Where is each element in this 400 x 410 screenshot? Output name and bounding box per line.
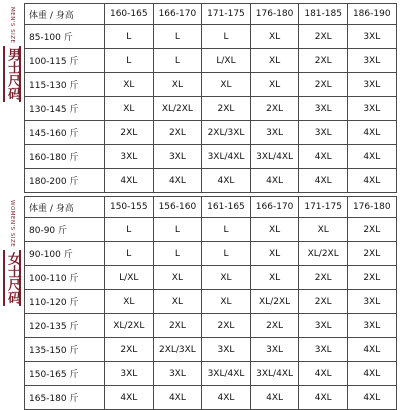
women-weight-cell: 100-110 斤 <box>25 266 105 290</box>
women-weight-cell: 110-120 斤 <box>25 290 105 314</box>
women-size-cell: 3XL/4XL <box>250 362 299 386</box>
women-height-cell: 166-170 <box>250 197 299 218</box>
women-size-cell: 4XL <box>299 386 348 410</box>
men-size-cell: XL <box>105 73 154 97</box>
men-size-row <box>25 49 397 73</box>
men-size-cell: XL <box>153 73 202 97</box>
women-size-cell: 3XL <box>299 338 348 362</box>
men-weight-cell: 85-100 斤 <box>25 25 105 49</box>
women-size-cell: 2XL <box>202 314 251 338</box>
men-size-cell: 3XL <box>347 97 396 121</box>
women-corner-cell: 体重 / 身高 <box>25 197 105 218</box>
women-size-row <box>25 290 397 314</box>
women-weight-cell: 120-135 斤 <box>25 314 105 338</box>
women-size-cell: 4XL <box>105 386 154 410</box>
women-size-cell: 4XL <box>347 362 396 386</box>
women-size-row <box>25 338 397 362</box>
men-weight-cell: 130-145 斤 <box>25 97 105 121</box>
women-size-cell: 4XL <box>250 386 299 410</box>
women-size-cell: XL/2XL <box>299 242 348 266</box>
men-height-cell: 166-170 <box>153 4 202 25</box>
men-size-cell: L <box>202 25 251 49</box>
men-size-cell: 2XL <box>299 49 348 73</box>
men-side-label <box>2 7 22 102</box>
women-size-cell: XL <box>250 242 299 266</box>
men-height-cell: 181-185 <box>299 4 348 25</box>
women-size-cell: 2XL/3XL <box>153 338 202 362</box>
women-size-cell: 2XL <box>299 266 348 290</box>
men-size-cell: 2XL/3XL <box>202 121 251 145</box>
women-size-cell: L <box>202 218 251 242</box>
men-size-cell: XL <box>250 49 299 73</box>
women-size-cell: L <box>153 218 202 242</box>
men-size-row <box>25 145 397 169</box>
women-weight-cell: 150-165 斤 <box>25 362 105 386</box>
women-size-cell: 3XL/4XL <box>202 362 251 386</box>
women-height-cell: 176-180 <box>347 197 396 218</box>
women-size-cell: XL <box>153 266 202 290</box>
men-size-cell: XL <box>202 73 251 97</box>
women-weight-cell: 80-90 斤 <box>25 218 105 242</box>
men-size-cell: 2XL <box>202 97 251 121</box>
women-size-cell: 2XL <box>347 218 396 242</box>
men-size-cell: L/XL <box>202 49 251 73</box>
men-size-cell: XL <box>105 97 154 121</box>
women-height-cell: 171-175 <box>299 197 348 218</box>
women-size-cell: XL <box>202 266 251 290</box>
women-size-cell: XL/2XL <box>105 314 154 338</box>
women-size-cell: 2XL <box>299 290 348 314</box>
men-weight-cell: 160-180 斤 <box>25 145 105 169</box>
men-size-row <box>25 121 397 145</box>
men-size-cell: 3XL <box>347 25 396 49</box>
men-size-cell: 4XL <box>347 121 396 145</box>
men-size-cell: L <box>153 25 202 49</box>
men-size-cell: L <box>105 49 154 73</box>
women-size-cell: 2XL <box>250 314 299 338</box>
men-size-row <box>25 25 397 49</box>
women-size-cell: 2XL <box>347 242 396 266</box>
men-size-cell: 2XL <box>105 121 154 145</box>
women-size-cell: 3XL <box>347 290 396 314</box>
men-size-row <box>25 73 397 97</box>
women-size-cell: XL <box>105 290 154 314</box>
men-label-en: MEN'S SIZE <box>9 7 15 44</box>
women-size-cell: L <box>105 218 154 242</box>
women-height-cell: 161-165 <box>202 197 251 218</box>
women-size-cell: 4XL <box>299 362 348 386</box>
men-size-cell: XL <box>250 25 299 49</box>
men-size-cell: 4XL <box>347 145 396 169</box>
men-size-cell: 3XL <box>105 145 154 169</box>
men-size-cell: 3XL <box>347 73 396 97</box>
men-size-cell: 2XL <box>299 73 348 97</box>
men-size-cell: 4XL <box>299 169 348 193</box>
women-size-table <box>24 196 397 410</box>
women-size-cell: 2XL <box>347 266 396 290</box>
men-header-row <box>25 4 397 25</box>
women-header-row <box>25 197 397 218</box>
men-size-cell: 4XL <box>153 169 202 193</box>
men-size-cell: 4XL <box>250 169 299 193</box>
men-size-row <box>25 97 397 121</box>
men-weight-cell: 145-160 斤 <box>25 121 105 145</box>
men-size-cell: 3XL <box>347 49 396 73</box>
men-size-cell: 3XL/4XL <box>250 145 299 169</box>
women-size-cell: 3XL <box>105 362 154 386</box>
women-size-row <box>25 266 397 290</box>
women-weight-cell: 165-180 斤 <box>25 386 105 410</box>
women-size-cell: 3XL <box>153 362 202 386</box>
women-size-cell: 3XL <box>347 314 396 338</box>
women-size-cell: L <box>202 242 251 266</box>
women-size-cell: XL/2XL <box>250 290 299 314</box>
men-height-cell: 171-175 <box>202 4 251 25</box>
men-height-cell: 186-190 <box>347 4 396 25</box>
women-side-label <box>2 200 22 306</box>
women-size-cell: XL <box>153 290 202 314</box>
women-label-en: WOMEN'S SIZE <box>9 200 15 248</box>
women-size-cell: L <box>153 242 202 266</box>
women-size-cell: XL <box>299 218 348 242</box>
men-size-cell: 2XL <box>153 121 202 145</box>
women-size-cell: 3XL <box>299 314 348 338</box>
women-size-cell: 3XL <box>202 338 251 362</box>
men-weight-cell: 115-130 斤 <box>25 73 105 97</box>
men-size-row <box>25 169 397 193</box>
men-size-cell: 2XL <box>250 97 299 121</box>
men-size-cell: 3XL <box>299 97 348 121</box>
women-size-row <box>25 314 397 338</box>
women-size-cell: 4XL <box>153 386 202 410</box>
women-size-cell: 4XL <box>202 386 251 410</box>
women-size-row <box>25 218 397 242</box>
women-height-cell: 150-155 <box>105 197 154 218</box>
women-label-cn: 女士尺码 <box>5 252 20 305</box>
men-size-cell: L <box>153 49 202 73</box>
men-size-cell: 4XL <box>202 169 251 193</box>
men-size-cell: XL <box>250 73 299 97</box>
women-size-row <box>25 362 397 386</box>
men-weight-cell: 180-200 斤 <box>25 169 105 193</box>
women-size-cell: 2XL <box>153 314 202 338</box>
men-size-cell: XL/2XL <box>153 97 202 121</box>
men-size-cell: 3XL <box>299 121 348 145</box>
men-size-cell: L <box>105 25 154 49</box>
women-size-cell: 3XL <box>250 338 299 362</box>
men-height-cell: 176-180 <box>250 4 299 25</box>
women-size-row <box>25 386 397 410</box>
men-weight-cell: 100-115 斤 <box>25 49 105 73</box>
men-corner-cell: 体重 / 身高 <box>25 4 105 25</box>
men-size-cell: 4XL <box>299 145 348 169</box>
men-size-cell: 4XL <box>347 169 396 193</box>
women-size-row <box>25 242 397 266</box>
women-weight-cell: 135-150 斤 <box>25 338 105 362</box>
women-size-cell: XL <box>202 290 251 314</box>
women-size-cell: 2XL <box>105 338 154 362</box>
men-size-cell: 3XL <box>250 121 299 145</box>
women-size-cell: L <box>105 242 154 266</box>
women-height-cell: 156-160 <box>153 197 202 218</box>
women-size-cell: XL <box>250 218 299 242</box>
men-height-cell: 160-165 <box>105 4 154 25</box>
men-size-cell: 2XL <box>299 25 348 49</box>
men-size-cell: 3XL/4XL <box>202 145 251 169</box>
men-size-cell: 4XL <box>105 169 154 193</box>
men-size-table <box>24 3 397 193</box>
women-size-cell: XL <box>250 266 299 290</box>
women-weight-cell: 90-100 斤 <box>25 242 105 266</box>
women-size-cell: 4XL <box>347 338 396 362</box>
men-label-cn: 男士尺码 <box>5 48 20 101</box>
women-size-cell: 4XL <box>347 386 396 410</box>
men-size-cell: 3XL <box>153 145 202 169</box>
women-size-cell: L/XL <box>105 266 154 290</box>
